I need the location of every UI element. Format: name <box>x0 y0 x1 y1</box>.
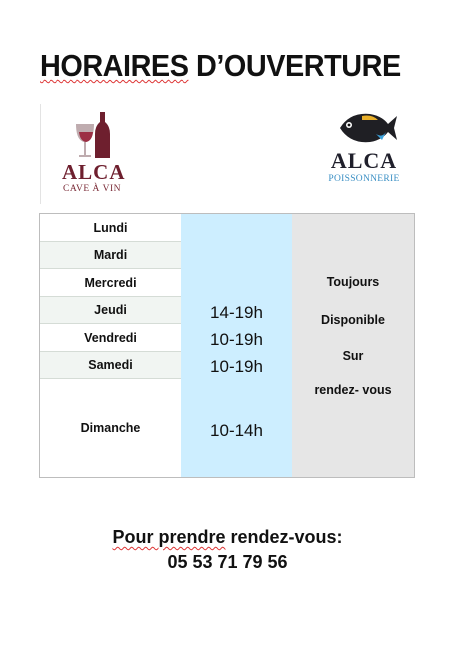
day-dimanche: Dimanche <box>80 421 141 435</box>
wine-glass-bottle-icon <box>76 110 116 160</box>
hours-jeudi: 14-19h <box>210 303 263 322</box>
days-column <box>40 214 181 477</box>
appointment-line-4: rendez- vous <box>314 383 392 397</box>
day-lundi: Lundi <box>40 214 181 242</box>
hours-dimanche: 10-14h <box>210 421 263 440</box>
appointment-line-3: Sur <box>342 349 364 363</box>
schedule-table <box>39 213 415 478</box>
appointment-line-1: Toujours <box>326 275 380 289</box>
day-samedi: Samedi <box>40 352 181 379</box>
appointment-line-2: Disponible <box>321 313 385 327</box>
logo-fish-name: ALCA <box>330 148 398 173</box>
appointment-callout <box>0 527 455 548</box>
day-mardi: Mardi <box>40 242 181 269</box>
hours-column <box>181 214 292 477</box>
day-mercredi: Mercredi <box>40 269 181 297</box>
day-jeudi: Jeudi <box>40 297 181 324</box>
logo-wine-subtitle: CAVE À VIN <box>63 184 121 194</box>
day-vendredi: Vendredi <box>40 324 181 352</box>
logo-fish-subtitle: POISSONNERIE <box>328 174 400 184</box>
fish-icon <box>336 110 398 146</box>
hours-vendredi: 10-19h <box>210 330 263 349</box>
title-word-ouverture: D’OUVERTURE <box>188 48 401 83</box>
logo-cave-a-vin <box>40 100 170 208</box>
hours-samedi: 10-19h <box>210 357 263 376</box>
title-word-horaires: HORAIRES <box>40 48 189 83</box>
logo-wine-name: ALCA <box>62 160 126 184</box>
appointment-column <box>292 214 414 477</box>
phone-number: 05 53 71 79 56 <box>167 552 288 572</box>
logo-poissonnerie <box>318 108 428 198</box>
page-title <box>40 48 401 84</box>
callout-part-2: rendez-vous: <box>225 527 343 547</box>
logo-divider <box>40 104 41 204</box>
callout-part-1: Pour prendre <box>112 527 226 547</box>
